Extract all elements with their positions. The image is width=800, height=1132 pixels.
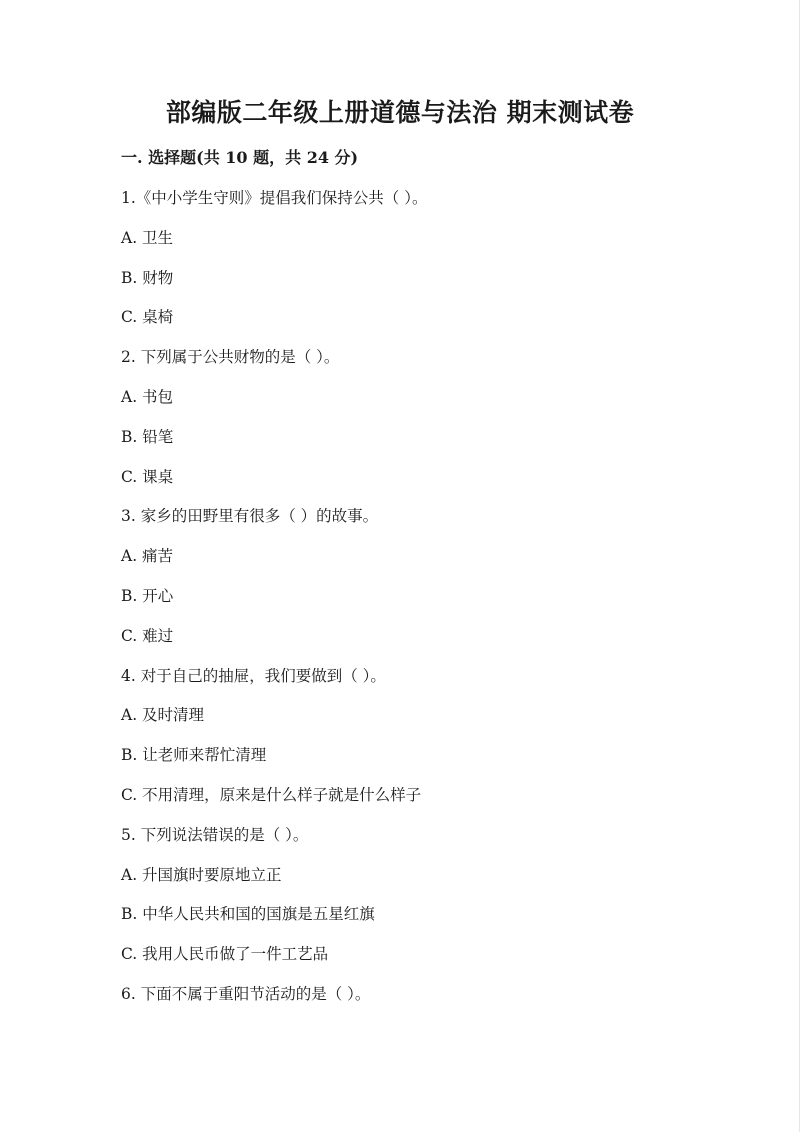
- question-3-option-c: C. 难过: [121, 626, 174, 645]
- question-4-option-b: B. 让老师来帮忙清理: [121, 746, 267, 765]
- question-4: 4. 对于自己的抽屉，我们要做到（ ）。: [121, 666, 386, 685]
- question-2-option-c: C. 课桌: [121, 467, 174, 486]
- section-heading: 一. 选择题(共 10 题，共 24 分): [121, 148, 359, 167]
- question-6: 6. 下面不属于重阳节活动的是（ ）。: [121, 984, 371, 1003]
- question-content: [121, 144, 741, 1020]
- question-1-option-a: A. 卫生: [121, 228, 174, 247]
- question-2-option-a: A. 书包: [121, 387, 174, 406]
- question-5-option-b: B. 中华人民共和国的国旗是五星红旗: [121, 905, 375, 924]
- question-2: 2. 下列属于公共财物的是（ ）。: [121, 348, 340, 367]
- question-3: 3. 家乡的田野里有很多（ ）的故事。: [121, 507, 379, 526]
- question-4-option-c: C. 不用清理，原来是什么样子就是什么样子: [121, 785, 422, 804]
- page-title: 部编版二年级上册道德与法治 期末测试卷: [165, 98, 635, 127]
- question-5-option-c: C. 我用人民币做了一件工艺品: [121, 945, 329, 964]
- question-5-option-a: A. 升国旗时要原地立正: [121, 865, 282, 884]
- question-2-option-b: B. 铅笔: [121, 427, 174, 446]
- question-1-option-b: B. 财物: [121, 268, 174, 287]
- question-3-option-a: A. 痛苦: [121, 547, 174, 566]
- question-5: 5. 下列说法错误的是（ ）。: [121, 825, 309, 844]
- question-4-option-a: A. 及时清理: [121, 706, 205, 725]
- question-1-option-c: C. 桌椅: [121, 308, 174, 327]
- question-1: 1.《中小学生守则》提倡我们保持公共（ ）。: [121, 189, 428, 207]
- question-3-option-b: B. 开心: [121, 586, 174, 605]
